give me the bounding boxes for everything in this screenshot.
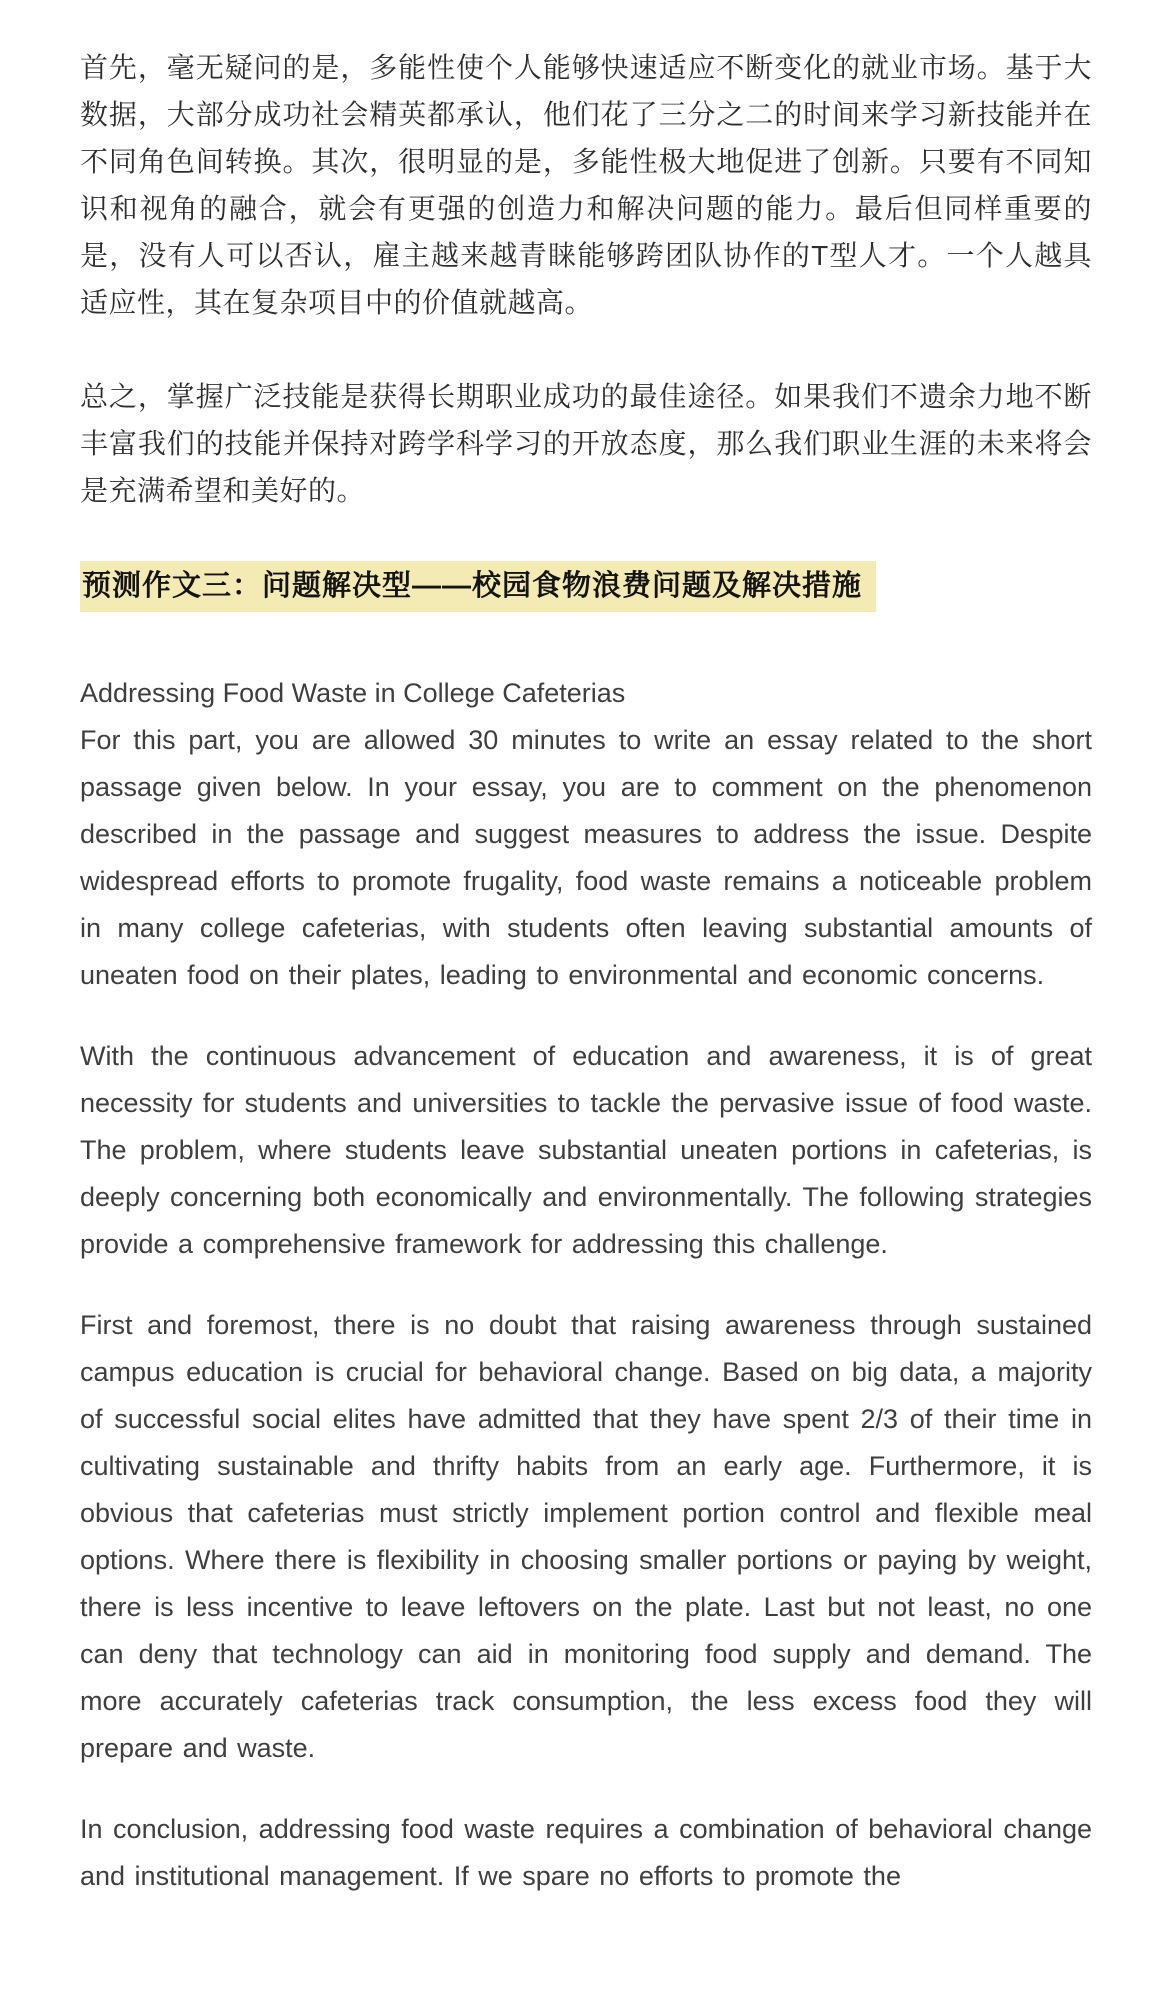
essay-body-paragraph-2: First and foremost, there is no doubt that raising awareness through sustained campus education is crucial for behavioral change. Based on big data, a majority of successful social elites have admitted that they have spent 2/3 of their time in cultivating sustainable and thrifty habits from an early age. Furthermore, it is obvious that cafeterias must strictly implement portion control and flexible meal options. Where there is flexibility in choosing smaller portions or paying by weight, there is less incentive to leave leftovers on the plate. Last but not least, no one can deny that technology can aid in monitoring food supply and demand. The more accurately cafeterias track consumption, the less excess food they will prepare and waste. [80, 1310, 1092, 1763]
essay-conclusion-paragraph: In conclusion, addressing food waste requires a combination of behavioral change and institutional management. If we spare no efforts to promote the [80, 1814, 1092, 1891]
essay-title: Addressing Food Waste in College Cafeterias [80, 678, 626, 708]
essay-body-paragraph-1: With the continuous advancement of education and awareness, it is of great necessity for students and universities to tackle the pervasive issue of food waste. The problem, where students leave substantial uneaten portions in cafeterias, is deeply concerning both economically and environmentally. The following strategies provide a comprehensive framework for addressing this challenge. [80, 1041, 1092, 1259]
section-heading-block [80, 561, 1092, 612]
cn-paragraph-multipotentiality-body: 首先，毫无疑问的是，多能性使个人能够快速适应不断变化的就业市场。基于大数据，大部分成功社会精英都承认，他们花了三分之二的时间来学习新技能并在不同角色间转换。其次，很明显的是，多能性极大地促进了创新。只要有不同知识和视角的融合，就会有更强的创造力和解决问题的能力。最后但同样重要的是，没有人可以否认，雇主越来越青睐能够跨团队协作的T型人才。一个人越具适应性，其在复杂项目中的价值就越高。 [80, 52, 1092, 318]
cn-paragraph-multipotentiality-conclusion: 总之，掌握广泛技能是获得长期职业成功的最佳途径。如果我们不遗余力地不断丰富我们的技能并保持对跨学科学习的开放态度，那么我们职业生涯的未来将会是充满希望和美好的。 [80, 381, 1092, 506]
section-heading-highlighted: 预测作文三：问题解决型——校园食物浪费问题及解决措施 [80, 561, 876, 612]
essay-prompt-paragraph: For this part, you are allowed 30 minutes to write an essay related to the short passage given below. In your essay, you are to comment on the phenomenon described in the passage and suggest measures to address the issue. Despite widespread efforts to promote frugality, food waste remains a noticeable problem in many college cafeterias, with students often leaving substantial amounts of uneaten food on their plates, leading to environmental and economic concerns. [80, 725, 1092, 990]
